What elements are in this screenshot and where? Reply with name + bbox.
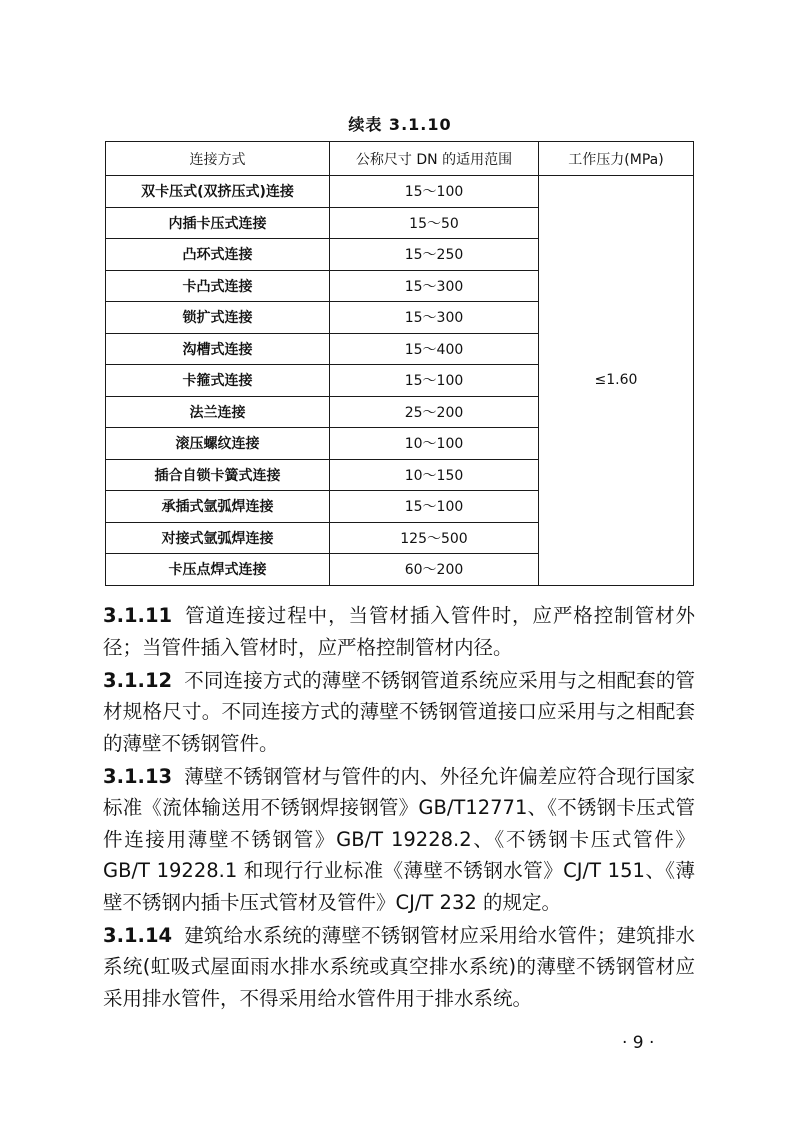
method-cell: 卡凸式连接 [106, 270, 330, 302]
clause-text: 薄壁不锈钢管材与管件的内、外径允许偏差应符合现行国家标准《流体输送用不锈钢焊接钢管》GB/T12771、《不锈钢卡压式管件连接用薄壁不锈钢管》GB/T 19228.2、《不锈钢卡压式管件》GB/T 19228.1 和现行行业标准《薄壁不锈钢水管》CJ/T 151、《薄壁不锈钢内插卡压式管材及管件》CJ/T 232 的规定。 [103, 764, 695, 914]
range-cell: 15～250 [330, 239, 539, 271]
range-cell: 15～50 [330, 207, 539, 239]
method-cell: 卡箍式连接 [106, 365, 330, 397]
range-cell: 15～400 [330, 333, 539, 365]
range-cell: 15～100 [330, 176, 539, 208]
range-cell: 60～200 [330, 554, 539, 586]
method-cell: 插合自锁卡簧式连接 [106, 459, 330, 491]
clause-3-1-14 [103, 920, 695, 1015]
method-cell: 对接式氩弧焊连接 [106, 522, 330, 554]
method-cell: 内插卡压式连接 [106, 207, 330, 239]
method-cell: 凸环式连接 [106, 239, 330, 271]
clause-3-1-12 [103, 665, 695, 760]
method-cell: 双卡压式(双挤压式)连接 [106, 176, 330, 208]
method-cell: 锁扩式连接 [106, 302, 330, 334]
table-header-row [106, 142, 694, 176]
method-cell: 滚压螺纹连接 [106, 428, 330, 460]
clause-number: 3.1.14 [103, 923, 173, 947]
page-number: · 9 · [622, 1033, 655, 1053]
range-cell: 15～300 [330, 270, 539, 302]
clause-3-1-13 [103, 761, 695, 919]
clause-paragraphs [103, 600, 695, 1016]
range-cell: 25～200 [330, 396, 539, 428]
clause-text: 管道连接过程中，当管材插入管件时，应严格控制管材外径；当管件插入管材时，应严格控制管材内径。 [103, 604, 695, 659]
method-cell: 承插式氩弧焊连接 [106, 491, 330, 523]
range-cell: 10～100 [330, 428, 539, 460]
connection-methods-table [105, 141, 694, 586]
range-cell: 15～100 [330, 365, 539, 397]
clause-text: 建筑给水系统的薄壁不锈钢管材应采用给水管件；建筑排水系统(虹吸式屋面雨水排水系统或真空排水系统)的薄壁不锈钢管材应采用排水管件，不得采用给水管件用于排水系统。 [103, 923, 695, 1010]
header-working-pressure: 工作压力(MPa) [539, 142, 694, 176]
pressure-cell: ≤1.60 [539, 176, 694, 586]
clause-3-1-11 [103, 600, 695, 663]
clause-number: 3.1.11 [103, 604, 173, 627]
header-nominal-size-range: 公称尺寸 DN 的适用范围 [330, 142, 539, 176]
range-cell: 15～100 [330, 491, 539, 523]
clause-number: 3.1.12 [103, 668, 173, 692]
header-connection-method: 连接方式 [106, 142, 330, 176]
method-cell: 沟槽式连接 [106, 333, 330, 365]
method-cell: 法兰连接 [106, 396, 330, 428]
table-row [106, 176, 694, 208]
range-cell: 10～150 [330, 459, 539, 491]
clause-text: 不同连接方式的薄壁不锈钢管道系统应采用与之相配套的管材规格尺寸。不同连接方式的薄壁不锈钢管道接口应采用与之相配套的薄壁不锈钢管件。 [103, 668, 695, 755]
table-caption: 续表 3.1.10 [348, 115, 452, 134]
clause-number: 3.1.13 [103, 764, 173, 788]
range-cell: 125～500 [330, 522, 539, 554]
method-cell: 卡压点焊式连接 [106, 554, 330, 586]
range-cell: 15～300 [330, 302, 539, 334]
